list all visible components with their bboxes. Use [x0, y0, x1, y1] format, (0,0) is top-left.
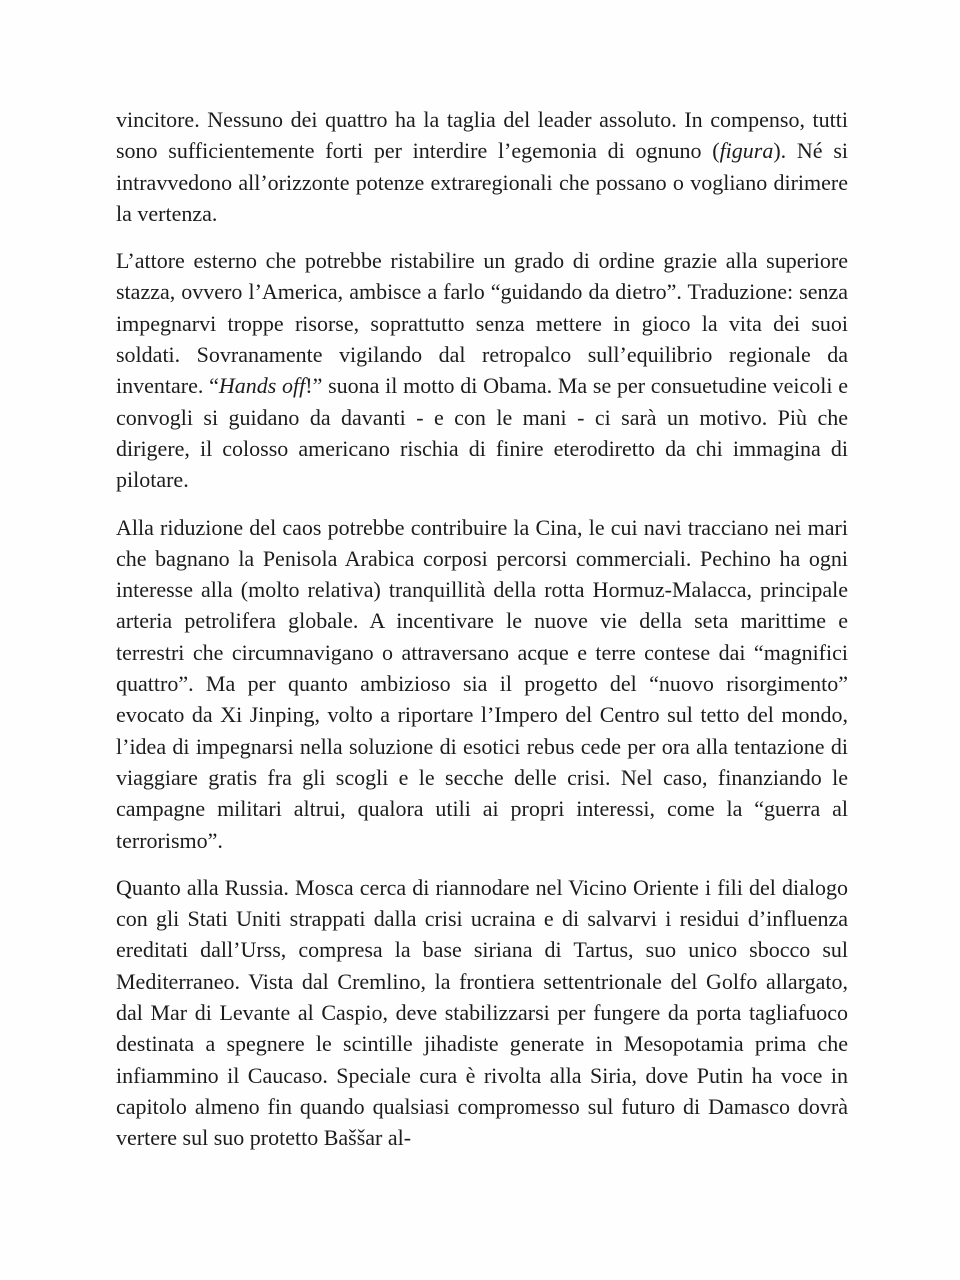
- paragraph: [116, 512, 848, 856]
- text-run: Alla riduzione del caos potrebbe contribuire la Cina, le cui navi tracciano nei mari che bagnano la Penisola Arabica corposi percorsi commerciali. Pechino ha ogni interesse alla (molto relativa) tranquillità della rotta Hormuz-Malacca, principale arteria petrolifera globale. A incentivare le nuove vie della seta marittime e terrestri che circumnavigano o attraversano acque e terre contese dai “magnifici quattro”. Ma per quanto ambizioso sia il progetto del “nuovo risorgimento” evocato da Xi Jinping, volto a riportare l’Impero del Centro sul tetto del mondo, l’idea di impegnarsi nella soluzione di esotici rebus cede per ora alla tentazione di viaggiare gratis fra gli scogli e le secche delle crisi. Nel caso, finanziando le campagne militari altrui, qualora utili ai propri interessi, come la “guerra al terrorismo”.: [116, 514, 848, 853]
- italic-run: Hands off: [218, 373, 306, 399]
- text-run: Quanto alla Russia. Mosca cerca di riannodare nel Vicino Oriente i fili del dialogo con gli Stati Uniti strappati dalla crisi ucraina e di salvarvi i residui d’influenza ereditati dall’Urss, compresa la base siriana di Tartus, suo unico sbocco sul Mediterraneo. Vista dal Cremlino, la frontiera settentrionale del Golfo allargato, dal Mar di Levante al Caspio, deve stabilizzarsi per fungere da porta tagliafuoco destinata a spegnere le scintille jihadiste generate in Mesopotamia prima che infiammino il Caucaso. Speciale cura è rivolta alla Siria, dove Putin ha voce in capitolo almeno fin quando qualsiasi compromesso sul futuro di Damasco dovrà vertere sul suo protetto Baššar al-: [116, 874, 848, 1151]
- italic-run: figura: [719, 138, 774, 164]
- text-run: vincitore. Nessuno dei quattro ha la taglia del leader assoluto. In compenso, tutti sono sufficientemente forti per interdire l’egemonia di ognuno (: [116, 107, 848, 164]
- text-run: ). Né si intravvedono all’orizzonte potenze extraregionali che possano o vogliano dirimere la vertenza.: [116, 138, 848, 226]
- paragraph: [116, 872, 848, 1154]
- text-run: !” suona il motto di Obama. Ma se per consuetudine veicoli e convogli si guidano da davanti - e con le mani - ci sarà un motivo. Più che dirigere, il colosso americano rischia di finire eterodiretto da chi immagina di pilotare.: [116, 373, 848, 493]
- body-text: [116, 104, 848, 1170]
- paragraph: [116, 104, 848, 229]
- text-run: L’attore esterno che potrebbe ristabilire un grado di ordine grazie alla superiore stazza, ovvero l’America, ambisce a farlo “guidando da dietro”. Traduzione: senza impegnarvi troppe risorse, soprattutto senza mettere in gioco la vita dei suoi soldati. Sovranamente vigilando dal retropalco sull’equilibrio regionale da inventare. “: [116, 248, 848, 399]
- paragraph: [116, 245, 848, 495]
